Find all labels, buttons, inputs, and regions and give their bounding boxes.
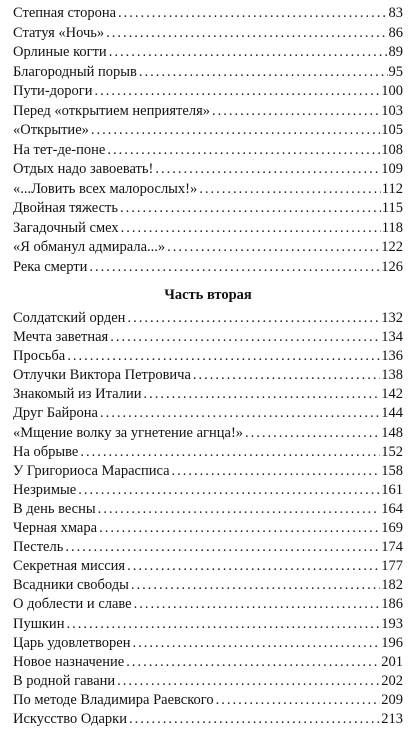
dot-leader xyxy=(199,180,381,200)
dot-leader xyxy=(99,519,380,538)
toc-entry xyxy=(13,576,403,595)
toc-entry xyxy=(13,519,403,538)
dot-leader xyxy=(117,672,380,691)
dot-leader xyxy=(66,615,380,634)
dot-leader xyxy=(126,653,380,672)
toc-entry-title: Благородный порыв xyxy=(13,63,137,80)
toc-entry-page: 164 xyxy=(381,500,403,517)
dot-leader xyxy=(98,500,381,519)
toc-entry-page: 112 xyxy=(381,180,403,197)
dot-leader xyxy=(100,404,380,423)
toc-entry-title: Двойная тяжесть xyxy=(13,200,118,216)
toc-entry-page: 148 xyxy=(381,424,403,441)
toc-entry xyxy=(13,328,403,347)
toc-entry xyxy=(13,309,403,328)
dot-leader xyxy=(106,24,387,44)
toc-entry-page: 122 xyxy=(381,239,403,255)
dot-leader xyxy=(134,595,381,614)
dot-leader xyxy=(107,141,380,161)
toc-entry xyxy=(13,43,403,63)
toc-entry xyxy=(13,4,403,24)
toc-entry-title: Друг Байрона xyxy=(13,405,98,422)
dot-leader xyxy=(139,63,388,83)
toc-entry-page: 182 xyxy=(381,577,403,594)
toc-entry xyxy=(13,672,403,691)
toc-entry-page: 136 xyxy=(381,348,403,365)
toc-entry xyxy=(13,557,403,576)
toc-entry-title: В день весны xyxy=(13,500,96,517)
dot-leader xyxy=(127,309,380,328)
toc-entry-page: 186 xyxy=(381,596,403,613)
dot-leader xyxy=(129,710,380,729)
toc-entry-title: О доблести и славе xyxy=(13,596,132,613)
toc-entry xyxy=(13,481,403,500)
toc-entry xyxy=(13,121,403,141)
toc-entry-page: 89 xyxy=(388,44,403,60)
toc-entry-page: 144 xyxy=(381,405,403,422)
toc-entry-title: Степная сторона xyxy=(13,5,117,21)
toc-entry-title: Новое назначение xyxy=(13,653,125,670)
toc-entry-title: Перед «открытием неприятеля» xyxy=(13,102,210,119)
toc-entry-title: Пушкин xyxy=(13,615,65,632)
toc-entry-page: 196 xyxy=(381,634,403,651)
toc-entry-page: 103 xyxy=(381,102,403,119)
toc-entry xyxy=(13,538,403,557)
toc-entry-title: Знакомый из Италии xyxy=(13,386,142,403)
dot-leader xyxy=(131,576,380,595)
dot-leader xyxy=(65,538,380,557)
toc-entry xyxy=(13,160,403,180)
toc-entry-page: 100 xyxy=(381,83,403,99)
dot-leader xyxy=(109,43,388,63)
toc-entry xyxy=(13,180,403,200)
toc-entry-title: Солдатский орден xyxy=(13,310,126,326)
toc-entry-title: «Открытие» xyxy=(13,122,89,138)
toc-entry-title: Пестель xyxy=(13,539,64,556)
toc-entry-title: На тет-де-поне xyxy=(13,141,106,158)
toc-entry xyxy=(13,82,403,102)
dot-leader xyxy=(216,691,381,710)
toc-entry xyxy=(13,424,403,443)
toc-entry-page: 115 xyxy=(381,200,403,216)
toc-entry-title: Пути-дороги xyxy=(13,83,93,99)
dot-leader xyxy=(118,4,387,24)
toc-entry-page: 126 xyxy=(381,258,403,275)
toc-entry-title: Отлучки Виктора Петровича xyxy=(13,367,191,384)
toc-entry-page: 158 xyxy=(381,462,403,479)
dot-leader xyxy=(245,424,380,443)
toc-entry xyxy=(13,653,403,672)
toc-entry-title: Река смерти xyxy=(13,258,88,275)
toc-entry-page: 177 xyxy=(381,558,403,575)
toc-entry-title: Секретная миссия xyxy=(13,558,126,575)
toc-entry xyxy=(13,199,403,219)
dot-leader xyxy=(167,238,380,258)
dot-leader xyxy=(155,160,380,180)
toc-entry xyxy=(13,443,403,462)
part-one-list xyxy=(13,4,403,277)
toc-entry-title: «Мщение волку за угнетение агнца!» xyxy=(13,424,244,441)
dot-leader xyxy=(78,481,380,500)
dot-leader xyxy=(110,328,380,347)
toc-entry-page: 108 xyxy=(381,141,403,158)
toc-entry-title: Загадочный смех xyxy=(13,219,119,236)
toc-entry-page: 193 xyxy=(381,615,403,632)
toc-entry-title: По методе Владимира Раевского xyxy=(13,691,214,708)
table-of-contents xyxy=(13,4,403,729)
toc-entry-title: В родной гавани xyxy=(13,672,116,689)
dot-leader xyxy=(212,102,380,122)
toc-entry xyxy=(13,141,403,161)
toc-entry-title: Орлиные когти xyxy=(13,44,107,60)
part-two-heading: Часть вторая xyxy=(164,287,252,303)
toc-entry-title: Отдых надо завоевать! xyxy=(13,161,154,177)
toc-entry-page: 134 xyxy=(381,329,403,346)
toc-entry xyxy=(13,710,403,729)
toc-entry xyxy=(13,102,403,122)
dot-leader xyxy=(172,462,381,481)
toc-entry-page: 138 xyxy=(381,367,403,384)
part-two-list xyxy=(13,309,403,729)
toc-entry xyxy=(13,347,403,366)
dot-leader xyxy=(91,121,380,141)
toc-entry-page: 161 xyxy=(381,481,403,498)
toc-entry-title: На обрыве xyxy=(13,443,79,460)
toc-entry-page: 152 xyxy=(381,443,403,460)
toc-entry-title: Мечта заветная xyxy=(13,329,109,346)
toc-entry-page: 109 xyxy=(381,161,403,177)
dot-leader xyxy=(143,385,380,404)
toc-entry xyxy=(13,691,403,710)
toc-entry xyxy=(13,258,403,278)
toc-entry-page: 142 xyxy=(381,386,403,403)
toc-entry xyxy=(13,238,403,258)
toc-entry-title: Царь удовлетворен xyxy=(13,634,131,651)
toc-entry xyxy=(13,634,403,653)
toc-entry-title: Черная хмара xyxy=(13,520,98,537)
toc-entry-page: 105 xyxy=(381,122,403,138)
toc-entry xyxy=(13,63,403,83)
toc-entry-title: «Я обманул адмирала...» xyxy=(13,239,166,255)
toc-entry xyxy=(13,219,403,239)
dot-leader xyxy=(121,219,381,239)
dot-leader xyxy=(89,258,380,278)
dot-leader xyxy=(193,366,380,385)
toc-entry xyxy=(13,595,403,614)
toc-entry-page: 95 xyxy=(388,63,403,80)
toc-entry-title: Всадники свободы xyxy=(13,577,129,594)
toc-entry-title: Просьба xyxy=(13,348,66,365)
toc-entry-title: У Григориоса Марасписа xyxy=(13,462,170,479)
toc-entry xyxy=(13,385,403,404)
toc-entry-page: 118 xyxy=(381,219,403,236)
toc-entry xyxy=(13,462,403,481)
toc-entry-title: Статуя «Ночь» xyxy=(13,24,105,41)
toc-entry xyxy=(13,404,403,423)
toc-entry xyxy=(13,366,403,385)
toc-entry-title: Незримые xyxy=(13,481,77,498)
toc-entry xyxy=(13,615,403,634)
dot-leader xyxy=(120,199,381,219)
toc-entry xyxy=(13,24,403,44)
toc-entry-page: 213 xyxy=(381,710,403,727)
dot-leader xyxy=(67,347,380,366)
toc-entry-page: 174 xyxy=(381,539,403,556)
toc-entry-page: 83 xyxy=(388,5,403,21)
toc-entry-page: 86 xyxy=(388,24,403,41)
toc-entry-page: 169 xyxy=(381,520,403,537)
toc-entry xyxy=(13,500,403,519)
toc-entry-title: Искусство Одарки xyxy=(13,710,127,727)
toc-entry-page: 201 xyxy=(381,653,403,670)
dot-leader xyxy=(132,634,380,653)
toc-entry-page: 202 xyxy=(381,672,403,689)
dot-leader xyxy=(127,557,380,576)
toc-entry-page: 209 xyxy=(381,691,403,708)
toc-entry-page: 132 xyxy=(381,310,403,326)
dot-leader xyxy=(94,82,380,102)
dot-leader xyxy=(80,443,380,462)
toc-entry-title: «...Ловить всех малорослых!» xyxy=(13,180,198,197)
